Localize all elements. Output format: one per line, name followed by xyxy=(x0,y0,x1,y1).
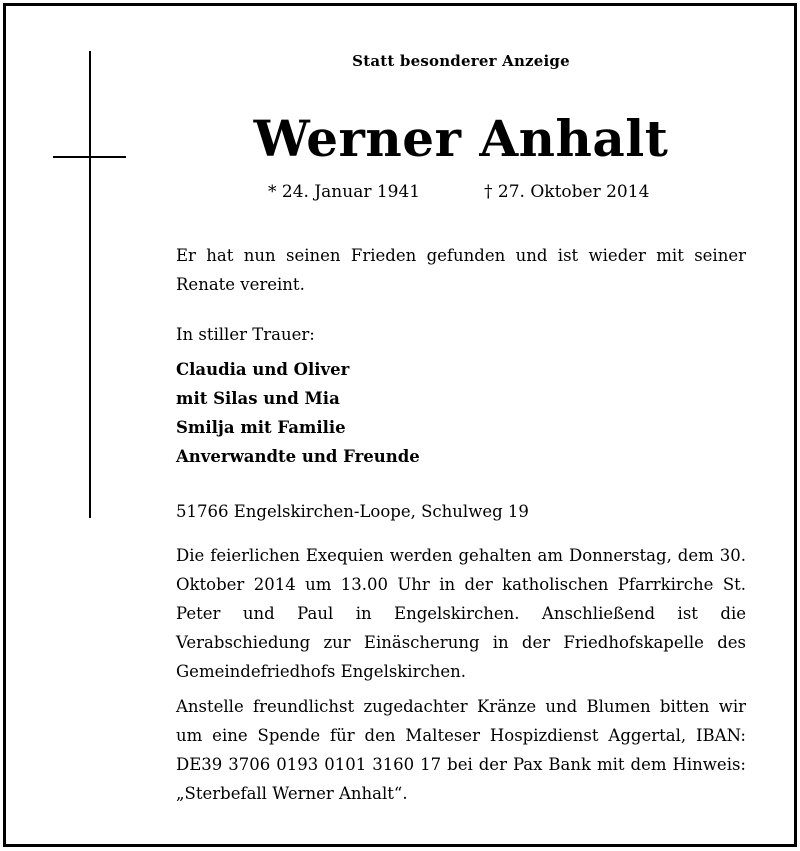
cross-icon xyxy=(89,51,91,518)
mourners-list xyxy=(176,355,746,471)
mourning-label: In stiller Trauer: xyxy=(176,325,315,344)
notice-subtitle: Statt besonderer Anzeige xyxy=(352,52,570,70)
mourner-item: mit Silas und Mia xyxy=(176,389,340,408)
birth-date: * 24. Januar 1941 xyxy=(268,182,421,202)
mourner-item: Claudia und Oliver xyxy=(176,360,350,379)
donation-request: Anstelle freundlichst zugedachter Kränze und Blumen bitten wir um eine Spende für den Malteser Hospizdienst Aggertal, IBAN: DE39 3706 0193 0101 3160 17 bei der Pax Bank mit dem Hinweis: „Sterbefall Werner Anhalt“. xyxy=(176,697,746,803)
service-details: Die feierlichen Exequien werden gehalten am Donnerstag, dem 30. Oktober 2014 um 13.00 Uhr in der katholischen Pfarrkirche St. Peter und Paul in Engelskirchen. Anschließend ist die Verabschiedung zur Einäscherung in der Friedhofskapelle des Gemeindefriedhofs Engelskirchen. xyxy=(176,546,746,681)
cross-bar xyxy=(53,156,126,158)
deceased-name: Werner Anhalt xyxy=(253,109,669,168)
mourner-item: Smilja mit Familie xyxy=(176,418,346,437)
intro-text: Er hat nun seinen Frieden gefunden und ist wieder mit seiner Renate vereint. xyxy=(176,246,746,294)
address: 51766 Engelskirchen-Loope, Schulweg 19 xyxy=(176,502,529,521)
mourner-item: Anverwandte und Freunde xyxy=(176,447,420,466)
death-date: † 27. Oktober 2014 xyxy=(484,182,650,202)
